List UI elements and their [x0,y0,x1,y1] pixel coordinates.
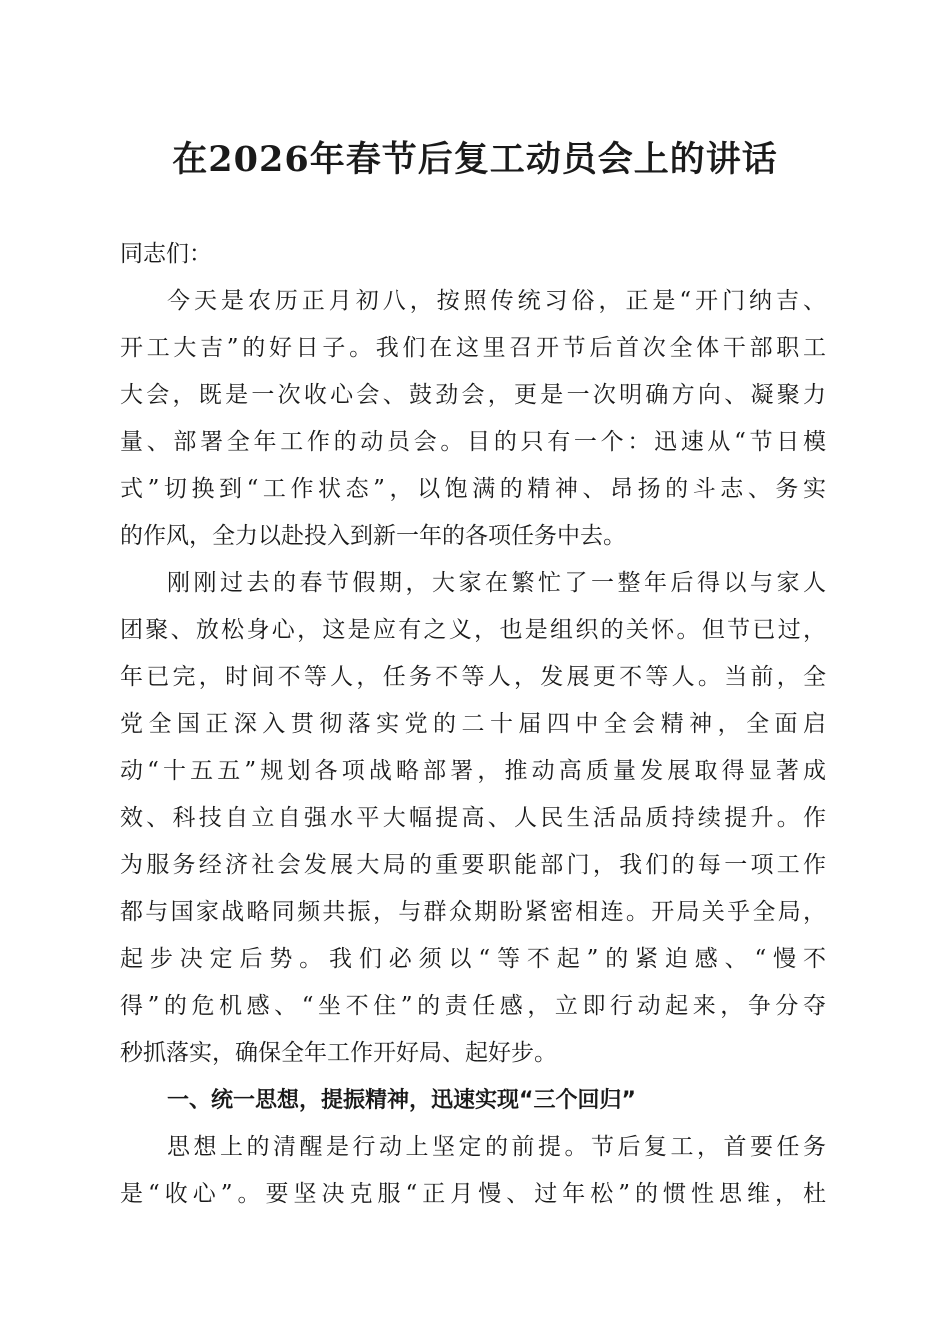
paragraph-line: 思想上的清醒是行动上坚定的前提。节后复工，首要任务 [167,1134,826,1160]
paragraph-line: 是“收心”。要坚决克服“正月慢、过年松”的惯性思维，杜 [120,1181,826,1207]
paragraph-line: 效、科技自立自强水平大幅提高、人民生活品质持续提升。作 [120,805,826,831]
paragraph-line: 式”切换到“工作状态”，以饱满的精神、昂扬的斗志、务实 [120,476,826,502]
paragraph-line: 秒抓落实，确保全年工作开好局、起好步。 [120,1040,557,1066]
document-body [120,231,826,1218]
paragraph-line: 年已完，时间不等人，任务不等人，发展更不等人。当前，全 [120,664,826,690]
paragraph-2 [120,560,826,1077]
paragraph-line: 大会，既是一次收心会、鼓劲会，更是一次明确方向、凝聚力 [120,382,826,408]
paragraph-line: 的作风，全力以赴投入到新一年的各项任务中去。 [120,523,626,549]
paragraph-line: 开工大吉”的好日子。我们在这里召开节后首次全体干部职工 [120,335,826,361]
paragraph-line: 量、部署全年工作的动员会。目的只有一个：迅速从“节日模 [120,429,826,455]
paragraph-line: 为服务经济社会发展大局的重要职能部门，我们的每一项工作 [120,852,826,878]
paragraph-line: 今天是农历正月初八，按照传统习俗，正是“开门纳吉、 [167,288,826,314]
salutation: 同志们： [120,241,212,267]
paragraph-line: 起步决定后势。我们必须以“等不起”的紧迫感、“慢不 [120,946,826,972]
paragraph-3 [120,1124,826,1218]
paragraph-line: 都与国家战略同频共振，与群众期盼紧密相连。开局关乎全局， [120,899,826,925]
paragraph-line: 团聚、放松身心，这是应有之义，也是组织的关怀。但节已过， [120,617,826,643]
paragraph-line: 得”的危机感、“坐不住”的责任感，立即行动起来，争分夺 [120,993,826,1019]
document-title: 在2026年春节后复工动员会上的讲话 [172,139,778,180]
paragraph-1 [120,278,826,560]
paragraph-line: 党全国正深入贯彻落实党的二十届四中全会精神，全面启 [120,711,826,737]
section-heading: 一、统一思想，提振精神，迅速实现“三个回归” [167,1088,636,1113]
paragraph-line: 刚刚过去的春节假期，大家在繁忙了一整年后得以与家人 [167,570,826,596]
paragraph-line: 动“十五五”规划各项战略部署，推动高质量发展取得显著成 [120,758,826,784]
